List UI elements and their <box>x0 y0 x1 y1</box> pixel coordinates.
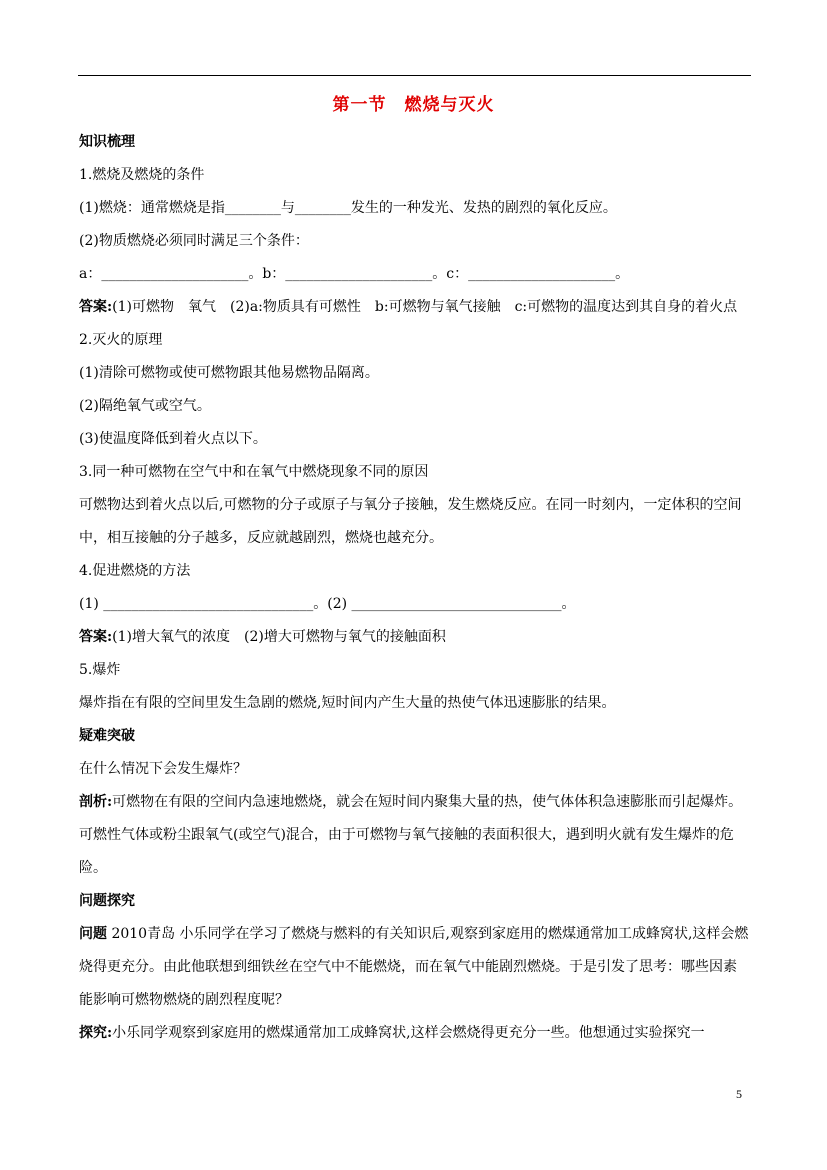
paragraph-label: 答案: <box>79 299 113 315</box>
body-line: (3)使温度降低到着火点以下。 <box>79 431 267 447</box>
body-line: 1.燃烧及燃烧的条件 <box>79 167 205 183</box>
body-line: 2.灭火的原理 <box>79 332 163 348</box>
document-body <box>79 126 749 1050</box>
labeled-paragraph <box>79 918 749 1017</box>
body-line: (1)燃烧：通常燃烧是指________与________发生的一种发光、发热的剧烈的氧化反应。 <box>79 200 617 216</box>
paragraph-label: 问题 <box>79 926 107 942</box>
body-line: 4.促进燃烧的方法 <box>79 563 191 579</box>
body-line: (2)物质燃烧必须同时满足三个条件： <box>79 233 309 249</box>
paragraph-text: 2010青岛 小乐同学在学习了燃烧与燃料的有关知识后,观察到家庭用的燃煤通常加工成蜂窝状,这样会燃烧得更充分。由此他联想到细铁丝在空气中不能燃烧，而在氧气中能剧烈燃烧。于是引发了思考：哪些因素能影响可燃物燃烧的剧烈程度呢？ <box>79 926 749 1008</box>
paragraph-text: (1)可燃物 氧气 (2)a:物质具有可燃性 b:可燃物与氧气接触 c:可燃物的温度达到其自身的着火点 <box>112 299 738 315</box>
paragraph-text: (1)增大氧气的浓度 (2)增大可燃物与氧气的接触面积 <box>112 629 446 645</box>
header-rule <box>78 75 751 76</box>
body-line: 在什么情况下会发生爆炸？ <box>79 761 247 777</box>
paragraph-label: 答案: <box>79 629 113 645</box>
body-paragraph: 可燃物达到着火点以后,可燃物的分子或原子与氧分子接触，发生燃烧反应。在同一时刻内，一定体积的空间中，相互接触的分子越多，反应就越剧烈，燃烧也越充分。 <box>79 497 742 546</box>
body-line: (2)隔绝氧气或空气。 <box>79 398 211 414</box>
section-heading: 问题探究 <box>79 893 135 909</box>
body-line: a：_____________________。b：_____________________。c：_____________________。 <box>79 266 630 282</box>
paragraph-text: 小乐同学观察到家庭用的燃煤通常加工成蜂窝状,这样会燃烧得更充分一些。他想通过实验探究一 <box>112 1025 705 1041</box>
body-line: (1) ______________________________。(2) ______________________________。 <box>79 596 576 612</box>
body-line: (1)清除可燃物或使可燃物跟其他易燃物品隔离。 <box>79 365 379 381</box>
section-heading: 知识梳理 <box>79 134 135 150</box>
section-heading: 疑难突破 <box>79 728 135 744</box>
labeled-paragraph <box>79 291 749 324</box>
labeled-paragraph <box>79 1017 749 1050</box>
page-number: 5 <box>736 1087 742 1101</box>
paragraph-label: 探究: <box>79 1025 113 1041</box>
labeled-paragraph <box>79 621 749 654</box>
paragraph-label: 剖析: <box>79 794 113 810</box>
body-line: 爆炸指在有限的空间里发生急剧的燃烧,短时间内产生大量的热使气体迅速膨胀的结果。 <box>79 695 616 711</box>
body-line: 3.同一种可燃物在空气中和在氧气中燃烧现象不同的原因 <box>79 464 429 480</box>
body-line: 5.爆炸 <box>79 662 121 678</box>
paragraph-text: 可燃物在有限的空间内急速地燃烧，就会在短时间内聚集大量的热，使气体体积急速膨胀而引起爆炸。可燃性气体或粉尘跟氧气(或空气)混合，由于可燃物与氧气接触的表面积很大，遇到明火就有发生爆炸的危险。 <box>79 794 743 876</box>
section-title: 第一节 燃烧与灭火 <box>332 95 495 115</box>
labeled-paragraph <box>79 786 749 885</box>
